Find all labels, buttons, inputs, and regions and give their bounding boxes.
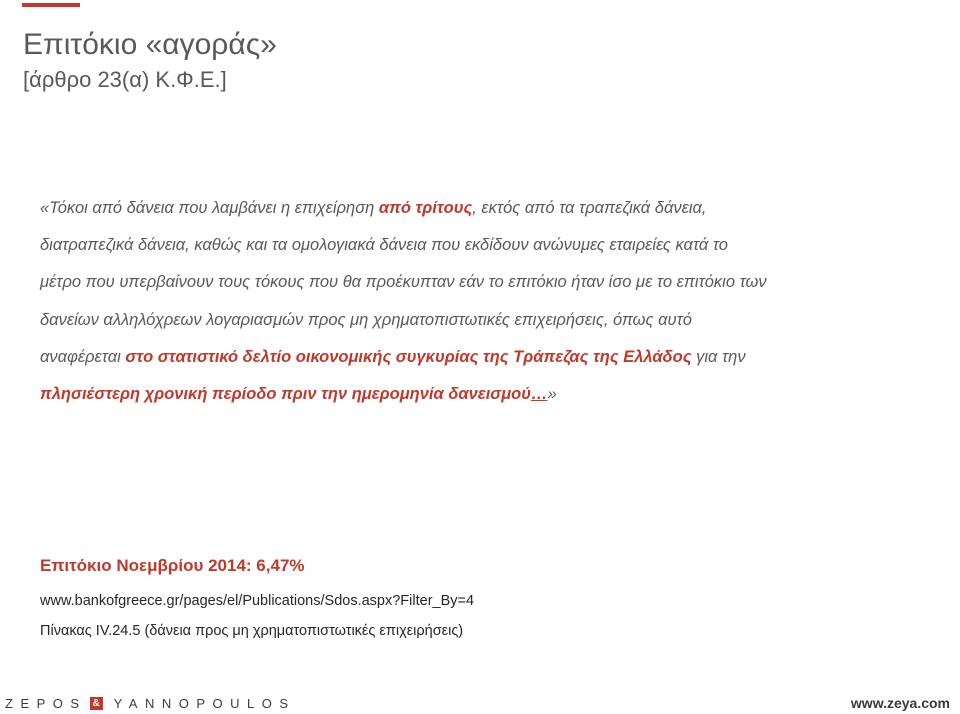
quote-text: διατραπεζικά δάνεια, καθώς και τα ομολογιακά δάνεια που εκδίδουν ανώνυμες εταιρείες κατά το (40, 236, 728, 255)
table-reference: Πίνακας IV.24.5 (δάνεια προς μη χρηματοπιστωτικές επιχειρήσεις) (40, 623, 464, 639)
source-url: www.bankofgreece.gr/pages/el/Publications/Sdos.aspx?Filter_By=4 (40, 593, 475, 609)
quote-ellipsis: … (531, 385, 548, 404)
quote-text: για την (691, 347, 746, 366)
footer-website: www.zeya.com (850, 695, 950, 711)
quote-emphasis: από τρίτους (378, 199, 473, 217)
slide-title: Επιτόκιο «αγοράς» (23, 28, 277, 61)
quote-line (40, 227, 940, 264)
quote-text: μέτρο που υπερβαίνουν τους τόκους που θα προέκυπταν εάν το επιτόκιο ήταν ίσο με το επιτόκιο των (40, 273, 767, 292)
quote-close: » (547, 385, 557, 404)
quote-text: , εκτός από τα τραπεζικά δάνεια, (472, 199, 707, 217)
quote-emphasis: στο στατιστικό δελτίο οικονομικής συγκυρίας της Τράπεζας της Ελλάδος (125, 347, 692, 366)
quote-line (40, 339, 940, 376)
logo-ampersand: & (90, 697, 103, 710)
law-quote (40, 190, 940, 413)
quote-emphasis: πλησιέστερη χρονική περίοδο πριν την ημερομηνία δανεισμού (40, 385, 532, 404)
quote-line (40, 376, 940, 413)
logo-left-text: ZEPOS (5, 695, 87, 711)
quote-line (40, 302, 940, 339)
quote-text: «Τόκοι από δάνεια που λαμβάνει η επιχείρηση (40, 199, 379, 217)
quote-text: δανείων αλληλόχρεων λογαριασμών προς μη χρηματοπιστωτικές επιχειρήσεις, όπως αυτό (40, 310, 692, 329)
slide-subtitle: [άρθρο 23(α) Κ.Φ.Ε.] (23, 67, 227, 92)
company-logo (5, 694, 296, 712)
rate-label: Επιτόκιο Νοεμβρίου 2014: 6,47% (40, 556, 305, 575)
quote-text: αναφέρεται (40, 347, 126, 366)
quote-line (40, 264, 940, 301)
accent-bar (22, 3, 80, 7)
quote-line (40, 190, 940, 227)
logo-right-text: YANNOPOULOS (113, 695, 296, 711)
